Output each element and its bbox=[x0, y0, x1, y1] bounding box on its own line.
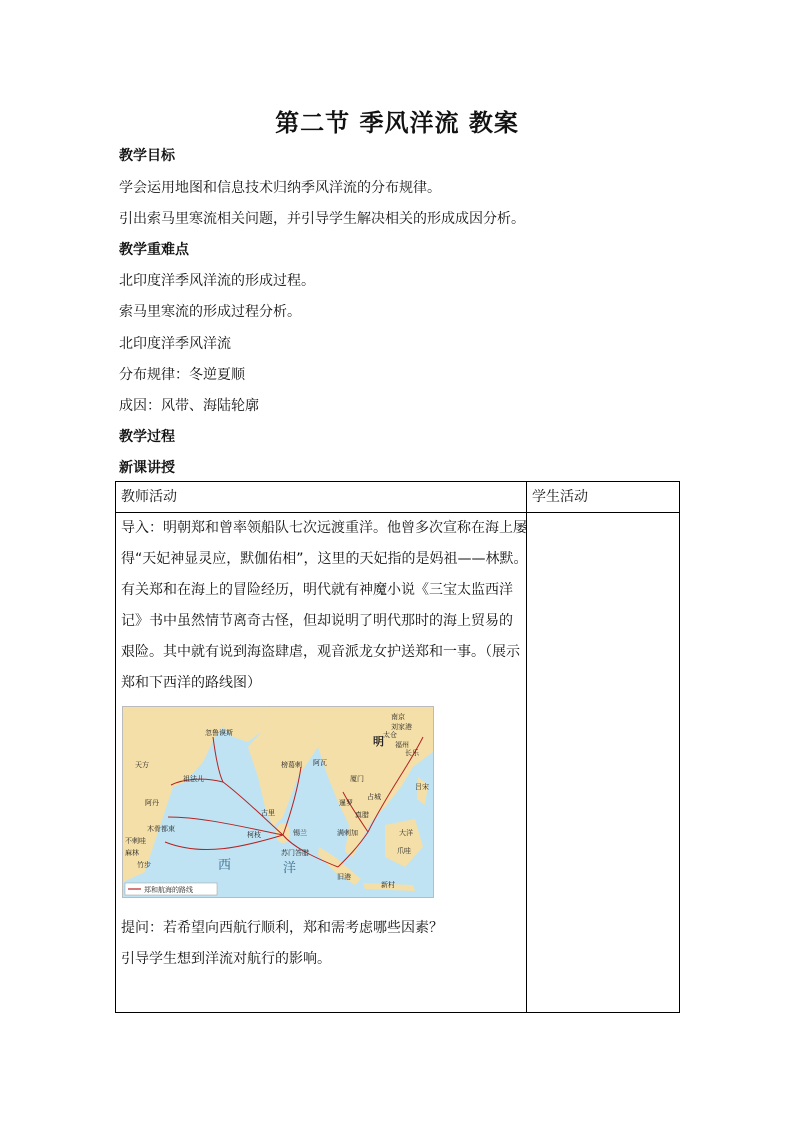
teacher-activity-cell bbox=[116, 513, 527, 1013]
map-label: 南京 bbox=[391, 713, 405, 721]
intro-line: 艰险。其中就有说到海盗肆虐，观音派龙女护送郑和一事。（展示 bbox=[121, 644, 520, 660]
student-activity-cell bbox=[527, 513, 680, 1013]
route-map-graphic bbox=[123, 707, 433, 897]
map-label: 柯枝 bbox=[247, 831, 261, 839]
map-label: 苏门答腊 bbox=[281, 849, 309, 857]
teacher-column-header: 教师活动 bbox=[116, 482, 527, 513]
map-label: 祖法儿 bbox=[183, 775, 204, 783]
guide-text: 引导学生想到洋流对航行的影响。 bbox=[121, 951, 331, 967]
map-label: 占城 bbox=[367, 793, 381, 801]
legend-label: 郑和航海的路线 bbox=[144, 886, 193, 894]
map-label: 古里 bbox=[261, 809, 275, 817]
question-text: 提问：若希望向西航行顺利，郑和需考虑哪些因素？ bbox=[121, 920, 443, 936]
intro-line: 记》书中虽然情节离奇古怪，但却说明了明代那时的海上贸易的 bbox=[121, 613, 513, 629]
map-label: 麻林 bbox=[125, 849, 139, 857]
student-column-header: 学生活动 bbox=[527, 482, 680, 513]
map-label: 旧港 bbox=[337, 873, 351, 881]
map-label: 刘家港 bbox=[391, 723, 412, 731]
map-label: 爪哇 bbox=[397, 847, 411, 855]
intro-paragraph bbox=[121, 513, 528, 699]
map-label: 锡兰 bbox=[293, 829, 307, 837]
map-label: 吕宋 bbox=[415, 783, 429, 791]
intro-line: 导入：明朝郑和曾率领船队七次远渡重洋。他曾多次宣称在海上屡 bbox=[121, 520, 527, 536]
map-legend bbox=[125, 883, 217, 895]
map-label: 不剌哇 bbox=[125, 837, 146, 845]
zheng-he-route-map bbox=[122, 706, 434, 898]
key-5: 成因：风带、海陆轮廓 bbox=[119, 398, 259, 414]
map-label: 阿丹 bbox=[145, 799, 159, 807]
map-label: 木骨都束 bbox=[147, 825, 175, 833]
map-label: 太仓 bbox=[383, 731, 397, 739]
map-label: 明 bbox=[373, 735, 384, 748]
new-lesson-heading: 新课讲授 bbox=[119, 460, 175, 476]
key-1: 北印度洋季风洋流的形成过程。 bbox=[119, 273, 315, 289]
map-label: 阿瓦 bbox=[313, 759, 327, 767]
intro-line: 郑和下西洋的路线图） bbox=[121, 675, 261, 691]
key-2: 索马里寒流的形成过程分析。 bbox=[119, 304, 301, 320]
key-4: 分布规律：冬逆夏顺 bbox=[119, 367, 245, 383]
map-label: 福州 bbox=[395, 741, 409, 749]
map-label: 西 bbox=[218, 858, 232, 873]
lesson-table bbox=[115, 481, 680, 1013]
map-label: 洋 bbox=[283, 861, 297, 876]
map-label: 新村 bbox=[381, 881, 395, 889]
map-label: 厦门 bbox=[350, 775, 364, 783]
map-label: 忽鲁谟斯 bbox=[205, 729, 233, 737]
map-label: 长乐 bbox=[405, 749, 419, 757]
map-label: 榜葛剌 bbox=[281, 761, 302, 769]
map-label: 竹步 bbox=[137, 861, 151, 869]
goal-2: 引出索马里寒流相关问题，并引导学生解决相关的形成成因分析。 bbox=[119, 211, 525, 227]
process-heading: 教学过程 bbox=[119, 429, 175, 445]
intro-line: 有关郑和在海上的冒险经历，明代就有神魔小说《三宝太监西洋 bbox=[121, 582, 513, 598]
goal-1: 学会运用地图和信息技术归纳季风洋流的分布规律。 bbox=[119, 180, 441, 196]
map-label: 天方 bbox=[135, 761, 149, 769]
page-title: 第二节 季风洋流 教案 bbox=[275, 109, 519, 137]
map-label: 满剌加 bbox=[337, 829, 358, 837]
key-3: 北印度洋季风洋流 bbox=[119, 336, 231, 352]
key-heading: 教学重难点 bbox=[119, 242, 189, 258]
map-label: 大洋 bbox=[399, 829, 413, 837]
map-label: 暹罗 bbox=[339, 799, 353, 807]
goals-heading: 教学目标 bbox=[119, 148, 175, 164]
map-label: 真腊 bbox=[355, 811, 369, 819]
intro-line: 得“天妃神显灵应，默伽佑相”，这里的天妃指的是妈祖——林默。 bbox=[121, 551, 528, 567]
